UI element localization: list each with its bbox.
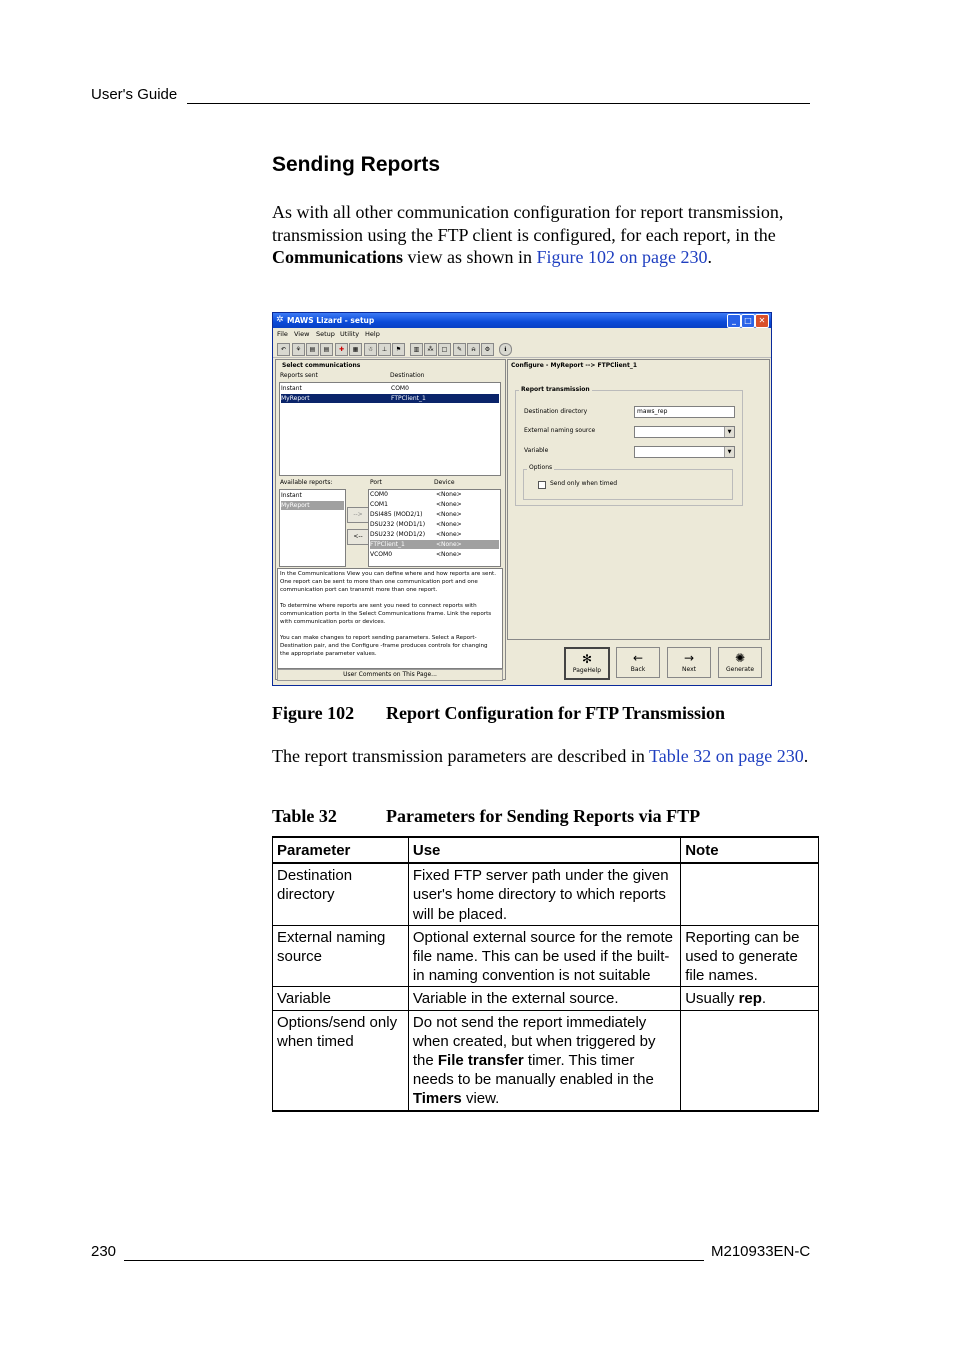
list-item[interactable]: Instant bbox=[281, 492, 302, 499]
back-button[interactable]: ← Back bbox=[616, 647, 660, 678]
external-naming-label: External naming source bbox=[524, 427, 596, 434]
add-arrow-button[interactable]: --> bbox=[347, 507, 369, 523]
running-header: User's Guide bbox=[91, 86, 178, 103]
destination-header: Destination bbox=[390, 372, 425, 379]
user-comments-link[interactable]: User Comments on This Page... bbox=[277, 669, 503, 681]
remove-arrow-button[interactable]: <-- bbox=[347, 529, 369, 545]
cell-note: Usually rep. bbox=[681, 987, 819, 1010]
parameters-table bbox=[272, 836, 819, 1112]
device2-icon[interactable]: ▤ bbox=[320, 343, 333, 356]
sensor-icon[interactable]: ⊥ bbox=[378, 343, 391, 356]
generate-bugs-icon: ✺ bbox=[734, 651, 746, 665]
generate-button[interactable]: ✺ Generate bbox=[718, 647, 762, 678]
menu-view[interactable]: View bbox=[294, 330, 310, 338]
table-row bbox=[273, 1010, 819, 1111]
list-item[interactable]: COM1 <None> bbox=[370, 501, 462, 508]
maximize-icon[interactable]: □ bbox=[741, 314, 755, 328]
cell-note bbox=[681, 1010, 819, 1111]
help-text-box bbox=[277, 568, 503, 669]
list-item[interactable]: FTPClient_1 <None> bbox=[370, 540, 499, 549]
chevron-down-icon[interactable]: ▼ bbox=[724, 447, 734, 457]
minimize-icon[interactable]: _ bbox=[727, 314, 741, 328]
figure-link[interactable]: Figure 102 on page 230 bbox=[536, 247, 708, 267]
cell-parameter: External naming source bbox=[273, 925, 409, 987]
toolbar bbox=[273, 341, 771, 358]
chevron-down-icon[interactable]: ▼ bbox=[724, 427, 734, 437]
available-reports-list[interactable] bbox=[279, 489, 346, 567]
figure-title: Report Configuration for FTP Transmission bbox=[386, 703, 726, 723]
header-rule bbox=[187, 103, 810, 104]
window-title: MAWS Lizard - setup bbox=[287, 316, 375, 325]
reports-sent-list[interactable] bbox=[279, 382, 501, 476]
para2-text-2: . bbox=[803, 746, 809, 766]
variable-select[interactable] bbox=[634, 446, 735, 458]
footer-rule bbox=[124, 1260, 704, 1261]
calc-icon[interactable]: ▦ bbox=[349, 343, 362, 356]
variable-label: Variable bbox=[524, 447, 549, 454]
info-icon[interactable]: ℹ bbox=[499, 343, 512, 356]
pen-icon[interactable]: ✎ bbox=[453, 343, 466, 356]
pagehelp-button[interactable]: ✻ PageHelp bbox=[564, 647, 610, 680]
cell-use: Fixed FTP server path under the given user's home directory to which reports will be placed. bbox=[408, 863, 680, 925]
intro-bold: Communications bbox=[272, 247, 404, 267]
table-reference-paragraph bbox=[272, 745, 822, 768]
available-reports-label: Available reports: bbox=[280, 479, 333, 486]
list-item[interactable]: DSU232 (MOD1/2) <None> bbox=[370, 531, 462, 538]
table-row bbox=[273, 987, 819, 1010]
arrow-right-icon: → bbox=[683, 651, 695, 665]
intro-text-2: view as shown in bbox=[403, 247, 537, 267]
section-title: Sending Reports bbox=[272, 153, 441, 176]
para2-text-1: The report transmission parameters are described in bbox=[272, 746, 650, 766]
cell-note: Reporting can be used to generate file names. bbox=[681, 925, 819, 987]
send-only-when-timed-label: Send only when timed bbox=[550, 480, 618, 487]
settings-icon[interactable]: ⚙ bbox=[481, 343, 494, 356]
header-parameter: Parameter bbox=[273, 837, 409, 863]
list-item[interactable]: Instant COM0 bbox=[281, 385, 409, 392]
cell-parameter: Destination directory bbox=[273, 863, 409, 925]
page-icon[interactable]: □ bbox=[438, 343, 451, 356]
destination-directory-input[interactable]: maws_rep bbox=[634, 406, 735, 418]
flag-icon[interactable]: ⚑ bbox=[392, 343, 405, 356]
send-only-when-timed-checkbox[interactable] bbox=[538, 481, 546, 489]
table-icon[interactable]: ▥ bbox=[410, 343, 423, 356]
alarm-icon[interactable]: ⍾ bbox=[467, 343, 480, 356]
figure-caption bbox=[272, 703, 725, 724]
table-link[interactable]: Table 32 on page 230 bbox=[649, 746, 804, 766]
cell-note bbox=[681, 863, 819, 925]
next-button[interactable]: → Next bbox=[667, 647, 711, 678]
cell-use: Optional external source for the remote file name. This can be used if the built-in naming convention is not suitable bbox=[408, 925, 680, 987]
add-icon[interactable]: ✚ bbox=[335, 343, 348, 356]
network-icon[interactable]: ⁂ bbox=[424, 343, 437, 356]
header-note: Note bbox=[681, 837, 819, 863]
cell-use: Do not send the report immediately when created, but when triggered by the File transfer timer. This timer needs to be manually enabled in the Timers view. bbox=[408, 1010, 680, 1111]
table-number: Table 32 bbox=[272, 806, 337, 826]
menu-utility[interactable]: Utility bbox=[340, 330, 360, 338]
select-communications-title: Select communications bbox=[282, 362, 361, 369]
list-item[interactable]: MyReport bbox=[281, 501, 344, 510]
cell-parameter: Options/send only when timed bbox=[273, 1010, 409, 1111]
arrow-left-icon: ← bbox=[632, 651, 644, 665]
table-title: Parameters for Sending Reports via FTP bbox=[386, 806, 701, 826]
menu-bar bbox=[273, 329, 771, 340]
intro-paragraph bbox=[272, 201, 822, 269]
intro-text-3: . bbox=[707, 247, 712, 267]
page-number: 230 bbox=[91, 1243, 117, 1260]
header-use: Use bbox=[408, 837, 680, 863]
menu-file[interactable]: File bbox=[277, 330, 288, 338]
window-titlebar bbox=[273, 313, 771, 328]
close-icon[interactable]: ✕ bbox=[755, 314, 769, 328]
options-title: Options bbox=[529, 464, 553, 471]
tree-icon[interactable]: ⚘ bbox=[292, 343, 305, 356]
reports-sent-header: Reports sent bbox=[280, 372, 318, 379]
list-item[interactable]: VCOM0 <None> bbox=[370, 551, 462, 558]
device-icon[interactable]: ▤ bbox=[306, 343, 319, 356]
cell-use: Variable in the external source. bbox=[408, 987, 680, 1010]
help-bugs-icon: ✻ bbox=[581, 652, 593, 666]
configure-title: Configure - MyReport --> FTPClient_1 bbox=[511, 362, 637, 369]
list-item[interactable]: DSI485 (MOD2/1) <None> bbox=[370, 511, 462, 518]
screenshot-window bbox=[272, 312, 772, 686]
table-caption bbox=[272, 806, 700, 827]
person-icon[interactable]: ☃ bbox=[364, 343, 377, 356]
intro-text-1: As with all other communication configuration for report transmission, transmission using the FTP client is configured, for each report, in the bbox=[272, 202, 784, 245]
app-icon: ✲ bbox=[276, 315, 284, 325]
ports-list[interactable] bbox=[368, 489, 501, 567]
table-row bbox=[273, 863, 819, 925]
device-header: Device bbox=[434, 479, 455, 486]
figure-number: Figure 102 bbox=[272, 703, 355, 723]
list-item[interactable]: DSU232 (MOD1/1) <None> bbox=[370, 521, 462, 528]
menu-help[interactable]: Help bbox=[365, 330, 380, 338]
destination-directory-label: Destination directory bbox=[524, 408, 588, 415]
table-header-row bbox=[273, 837, 819, 863]
external-naming-select[interactable] bbox=[634, 426, 735, 438]
undo-icon[interactable]: ↶ bbox=[277, 343, 290, 356]
table-row bbox=[273, 925, 819, 987]
list-item[interactable]: COM0 <None> bbox=[370, 491, 462, 498]
cell-parameter: Variable bbox=[273, 987, 409, 1010]
document-code: M210933EN-C bbox=[711, 1243, 811, 1260]
list-item[interactable]: MyReport FTPClient_1 bbox=[281, 394, 499, 403]
port-header: Port bbox=[370, 479, 382, 486]
report-transmission-title: Report transmission bbox=[521, 386, 590, 393]
menu-setup[interactable]: Setup bbox=[316, 330, 335, 338]
help-text: In the Communications View you can define where and how reports are sent. One report can be sent to more than one communication port and one communication port can transmit more than one report. To determine where reports are sent you need to connect reports with communication ports in the Select Communications frame. Link the reports with communication ports or devices. You can make changes to report sending parameters. Select a Report-Destination pair, and the Configure -frame produces controls for changing the appropriate parameter values. bbox=[280, 571, 496, 657]
